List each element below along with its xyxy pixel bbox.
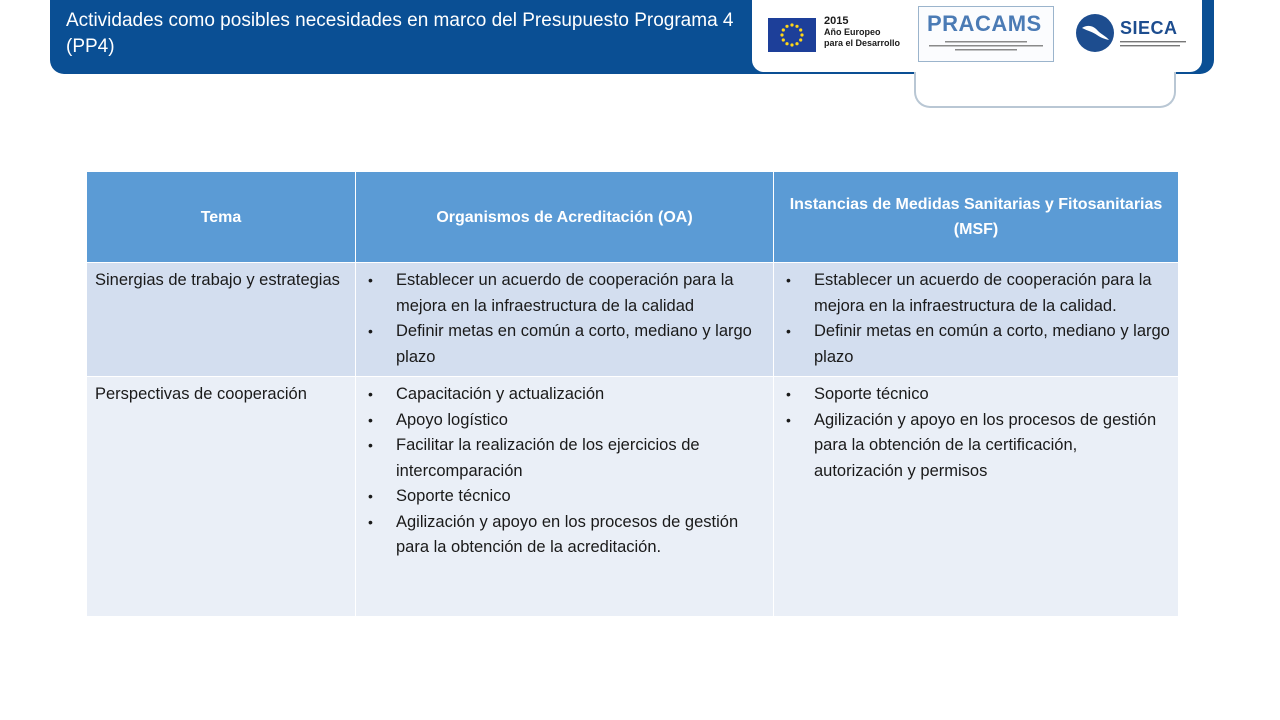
bullet-icon: • xyxy=(368,437,373,453)
bullet-icon: • xyxy=(368,488,373,504)
bullet-icon: • xyxy=(368,386,373,402)
activities-table xyxy=(86,171,1179,617)
pracams-logo xyxy=(918,6,1054,62)
bullet-icon: • xyxy=(368,411,373,428)
list-item xyxy=(782,268,1170,319)
list-item-text: Soporte técnico xyxy=(814,385,929,403)
central-america-map-icon xyxy=(1076,14,1114,52)
list-item-text: Agilización y apoyo en los procesos de gestión para la obtención de la acreditación. xyxy=(396,512,739,556)
list-item-text: Definir metas en común a corto, mediano y largo plazo xyxy=(814,322,1170,366)
bullet-icon: • xyxy=(368,323,373,339)
table-row xyxy=(87,263,1179,377)
bullet-icon: • xyxy=(786,272,791,288)
list-item xyxy=(364,268,765,319)
list-item xyxy=(364,319,765,370)
tema-cell: Sinergias de trabajo y estrategias xyxy=(87,263,356,377)
list-item xyxy=(364,408,765,434)
sieca-logo xyxy=(1076,14,1186,54)
eu-logo-text xyxy=(824,16,900,49)
oa-cell xyxy=(356,377,774,617)
list-item-text: Soporte técnico xyxy=(396,487,511,505)
pracams-logo-fine-print xyxy=(925,39,1047,56)
pracams-logo-name: PRACAMS xyxy=(927,11,1042,36)
list-item xyxy=(364,433,765,484)
list-item xyxy=(782,319,1170,370)
sieca-logo-name: SIECA xyxy=(1120,18,1178,38)
tema-cell: Perspectivas de cooperación xyxy=(87,377,356,617)
column-header-oa: Organismos de Acreditación (OA) xyxy=(356,172,774,263)
list-item-text: Apoyo logístico xyxy=(396,410,508,429)
list-item xyxy=(364,484,765,510)
eu-logo-line1: Año Europeo xyxy=(824,27,881,37)
list-item-text: Definir metas en común a corto, mediano y largo plazo xyxy=(396,322,752,366)
oa-cell xyxy=(356,263,774,377)
msf-cell xyxy=(774,263,1179,377)
list-item xyxy=(782,382,1170,408)
bullet-icon: • xyxy=(786,386,791,402)
list-item-text: Establecer un acuerdo de cooperación para la mejora en la infraestructura de la calidad xyxy=(396,271,734,315)
list-item-text: Establecer un acuerdo de cooperación para la mejora en la infraestructura de la calidad. xyxy=(814,271,1152,315)
eu-flag-icon xyxy=(768,18,816,52)
list-item-text: Facilitar la realización de los ejercicios de intercomparación xyxy=(396,436,700,480)
slide-title: Actividades como posibles necesidades en marco del Presupuesto Programa 4 (PP4) xyxy=(66,10,734,57)
list-item xyxy=(364,382,765,408)
sieca-logo-fine-print xyxy=(1120,40,1190,51)
eu-logo-line2: para el Desarrollo xyxy=(824,38,901,48)
eu-logo-year: 2015 xyxy=(824,15,849,27)
bullet-icon: • xyxy=(786,323,791,339)
bullet-icon: • xyxy=(786,411,791,428)
list-item-text: Capacitación y actualización xyxy=(396,385,605,403)
bullet-icon: • xyxy=(368,272,373,288)
msf-cell xyxy=(774,377,1179,617)
table-header-row xyxy=(87,172,1179,263)
list-item-text: Agilización y apoyo en los procesos de gestión para la obtención de la certificación, autorización y permisos xyxy=(814,410,1157,480)
list-item xyxy=(364,510,765,561)
column-header-msf: Instancias de Medidas Sanitarias y Fitosanitarias (MSF) xyxy=(774,172,1179,263)
table-row xyxy=(87,377,1179,617)
column-header-tema: Tema xyxy=(87,172,356,263)
bullet-icon: • xyxy=(368,513,373,530)
list-item xyxy=(782,408,1170,485)
